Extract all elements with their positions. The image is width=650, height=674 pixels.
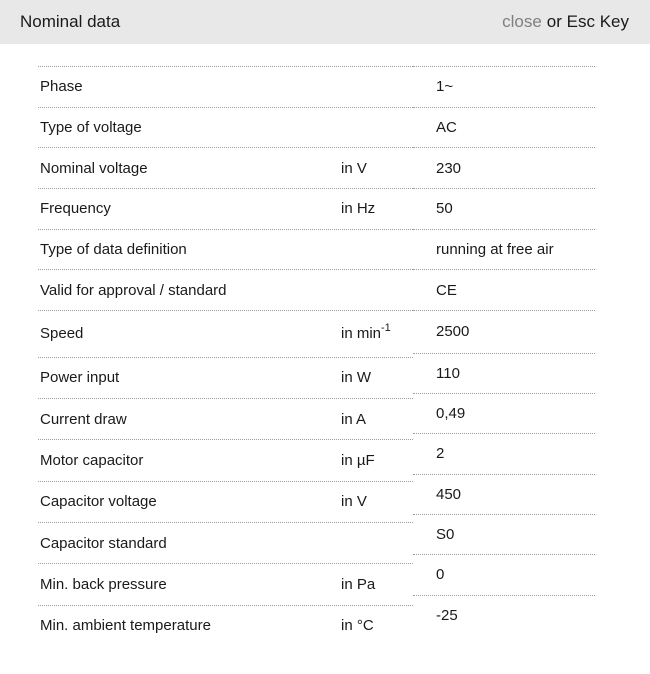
table-row-value: [413, 107, 595, 148]
table-row: [38, 269, 413, 310]
row-unit: in °C: [341, 617, 374, 635]
row-label: Min. back pressure: [40, 575, 167, 593]
row-value: S0: [436, 526, 455, 544]
row-label: Capacitor standard: [40, 534, 167, 552]
table-row: [38, 310, 413, 357]
row-value: 450: [436, 485, 462, 503]
row-label: Type of voltage: [40, 119, 142, 137]
row-value: 2500: [436, 323, 470, 341]
esc-key-hint: or Esc Key: [546, 12, 629, 31]
table-row: [38, 229, 413, 270]
table-row: [38, 605, 413, 646]
row-unit: in µF: [341, 451, 375, 469]
row-value: 0,49: [436, 405, 466, 423]
table-row: [38, 66, 413, 107]
row-value: 0: [436, 566, 445, 584]
table-row-value: [413, 188, 595, 229]
nominal-data-table: [38, 66, 595, 646]
row-label: Phase: [40, 78, 83, 96]
row-label: Speed: [40, 325, 84, 343]
table-row-value: [413, 514, 595, 554]
row-unit: in min $^{-1}$: [341, 322, 391, 343]
table-row: [38, 522, 413, 563]
table-row: [38, 439, 413, 480]
close-link[interactable]: close: [502, 12, 542, 31]
row-label: Frequency: [40, 200, 111, 218]
table-row-value: [413, 66, 595, 107]
table-row-value: [413, 393, 595, 433]
row-label: Min. ambient temperature: [40, 617, 211, 635]
row-value: 110: [436, 364, 460, 382]
row-value: AC: [436, 119, 457, 137]
row-unit: in Hz: [341, 200, 376, 218]
table-row: [38, 481, 413, 522]
table-row: [38, 147, 413, 188]
row-value: 230: [436, 159, 462, 177]
dialog-titlebar: [0, 0, 650, 44]
table-row-value: [413, 269, 595, 310]
row-value: -25: [436, 606, 458, 624]
row-value: 2: [436, 445, 445, 463]
table-row: [38, 188, 413, 229]
row-value: 50: [436, 200, 453, 218]
value-column: [413, 66, 595, 635]
table-row: [38, 107, 413, 148]
table-row: [38, 357, 413, 398]
table-row: [38, 563, 413, 604]
row-unit: in Pa: [341, 575, 376, 593]
row-label: Power input: [40, 369, 120, 387]
row-label: Capacitor voltage: [40, 493, 157, 511]
row-value: 1~: [436, 78, 454, 96]
table-row-value: [413, 554, 595, 594]
row-unit: in A: [341, 410, 367, 428]
table-row-value: [413, 433, 595, 473]
table-row-value: [413, 147, 595, 188]
table-row-value: [413, 229, 595, 270]
table-row: [38, 398, 413, 439]
row-label: Type of data definition: [40, 241, 187, 259]
label-unit-column: [38, 66, 413, 646]
row-label: Valid for approval / standard: [40, 281, 227, 299]
table-row-value: [413, 353, 595, 393]
table-row-value: [413, 310, 595, 353]
dialog-title: Nominal data: [20, 12, 121, 31]
table-row-value: [413, 595, 595, 635]
row-unit: in V: [341, 159, 367, 177]
row-unit: in W: [341, 369, 371, 387]
row-label: Nominal voltage: [40, 159, 148, 177]
close-area: [502, 12, 629, 32]
row-label: Motor capacitor: [40, 451, 144, 469]
row-value: running at free air: [436, 241, 554, 259]
row-label: Current draw: [40, 410, 127, 428]
row-value: CE: [436, 281, 457, 299]
table-row-value: [413, 474, 595, 514]
row-unit: in V: [341, 493, 367, 511]
